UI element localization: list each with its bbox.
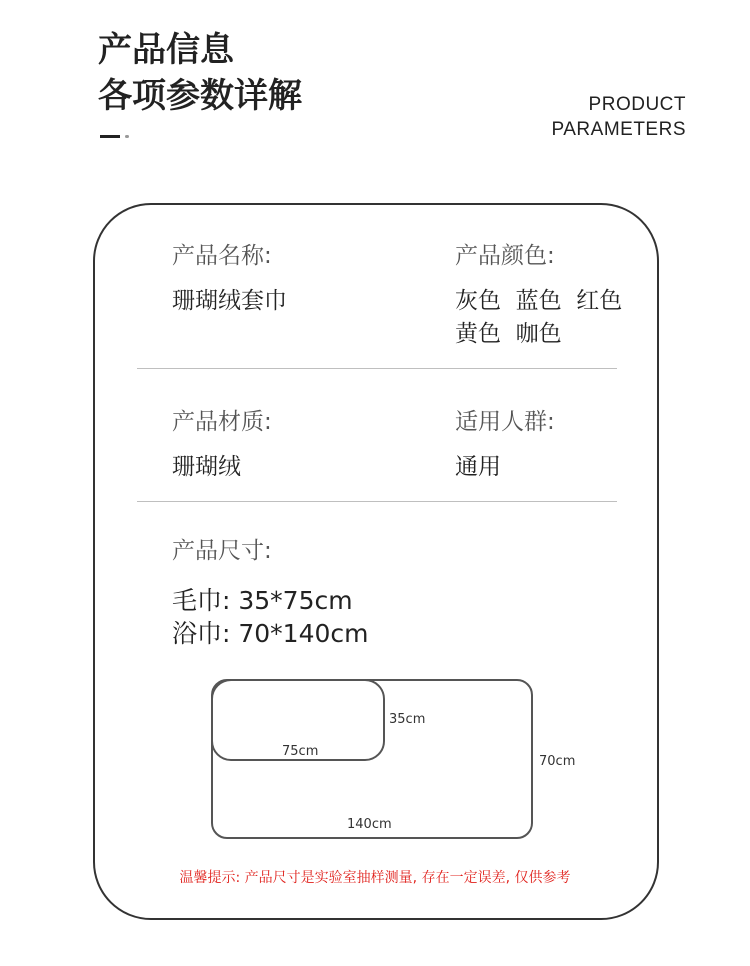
product-color-value-line2: 黄色 咖色 [455, 321, 562, 347]
bath-width-label: 140cm [347, 817, 392, 832]
towel-width-label: 75cm [282, 744, 319, 759]
measurement-notice: 温馨提示: 产品尺寸是实验室抽样测量, 存在一定误差, 仅供参考 [179, 870, 571, 886]
page-title-line1: 产品信息 [98, 30, 234, 70]
product-material-label: 产品材质: [172, 409, 272, 435]
product-color-value-line1: 灰色 蓝色 红色 [455, 288, 623, 314]
title-decoration-dot [125, 135, 129, 138]
product-size-label: 产品尺寸: [172, 538, 272, 564]
audience-value: 通用 [455, 454, 501, 480]
divider-1 [137, 368, 617, 369]
bath-height-label: 70cm [539, 754, 576, 769]
audience-label: 适用人群: [455, 409, 555, 435]
product-name-value: 珊瑚绒套巾 [172, 288, 287, 314]
size-towel: 毛巾: 35*75cm [172, 586, 353, 615]
divider-2 [137, 501, 617, 502]
towel-height-label: 35cm [389, 712, 426, 727]
title-decoration [100, 135, 120, 138]
product-color-label: 产品颜色: [455, 243, 555, 269]
english-title-line1: PRODUCT [588, 94, 686, 115]
page-title-line2: 各项参数详解 [98, 76, 302, 116]
size-bath-towel: 浴巾: 70*140cm [172, 619, 369, 648]
english-title-line2: PARAMETERS [551, 119, 686, 140]
product-name-label: 产品名称: [172, 243, 272, 269]
product-material-value: 珊瑚绒 [172, 454, 241, 480]
